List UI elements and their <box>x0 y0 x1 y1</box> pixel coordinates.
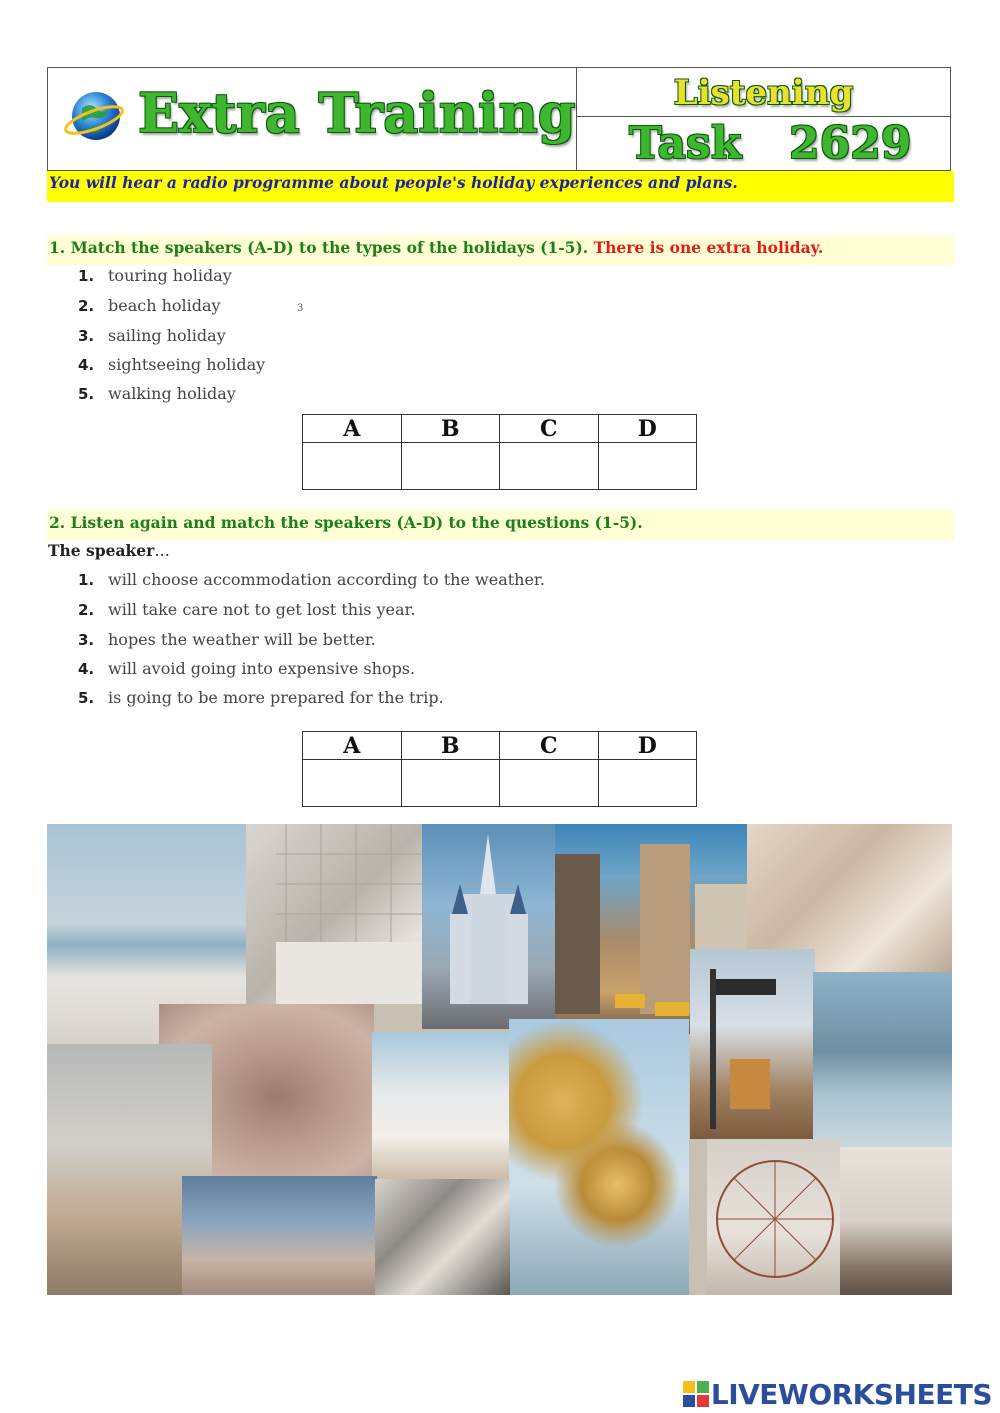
item-text: sailing holiday <box>108 326 226 345</box>
column-header: D <box>598 415 697 443</box>
answer-cell-c[interactable] <box>500 443 599 490</box>
list-item <box>78 600 416 628</box>
item-text: will avoid going into expensive shops. <box>108 659 416 678</box>
answer-cell-c[interactable] <box>500 760 599 807</box>
bathtub-photo <box>246 824 422 1004</box>
q1-instruction-band <box>47 235 954 265</box>
q2-instruction: 2. Listen again and match the speakers (A-D) to the questions (1-5). <box>49 513 643 532</box>
list-item <box>78 296 221 324</box>
list-item <box>78 266 232 294</box>
item-text: sightseeing holiday <box>108 355 266 374</box>
column-header: B <box>401 415 500 443</box>
intro-text: You will hear a radio programme about people's holiday experiences and plans. <box>49 173 738 192</box>
speaker-lead-bold: The speaker <box>48 541 155 560</box>
item-text: touring holiday <box>108 266 232 285</box>
answer-cell-a[interactable] <box>303 760 402 807</box>
speaker-lead-ellipsis: … <box>154 542 170 560</box>
item-number: 4. <box>78 660 95 678</box>
intro-band <box>47 171 954 202</box>
answer-cell-b[interactable] <box>401 760 500 807</box>
answer-cell-b[interactable] <box>401 443 500 490</box>
task-cell <box>577 117 950 170</box>
list-item <box>78 355 265 383</box>
brand-cell <box>48 68 577 170</box>
item-number: 4. <box>78 356 95 374</box>
list-item <box>78 384 236 412</box>
section-cell <box>577 68 950 117</box>
item-number: 1. <box>78 571 95 589</box>
list-item <box>78 630 376 658</box>
item-text: will take care not to get lost this year. <box>108 600 416 619</box>
column-header: C <box>500 415 599 443</box>
column-header: A <box>303 732 402 760</box>
item-text: is going to be more prepared for the trip. <box>108 688 444 707</box>
q1-instruction-text: 1. Match the speakers (A-D) to the types of the holidays (1-5). <box>49 238 594 257</box>
q2-instruction-band <box>47 510 954 540</box>
section-label: Listening <box>673 73 854 113</box>
answer-cell-d[interactable] <box>598 443 697 490</box>
item-text: walking holiday <box>108 384 236 403</box>
list-item <box>78 326 226 354</box>
list-item <box>78 688 444 716</box>
signpost-shape <box>690 949 815 1139</box>
castle-photo <box>422 824 555 1029</box>
park-photo <box>813 972 952 1147</box>
item-number: 1. <box>78 267 95 285</box>
travel-photo-collage <box>47 824 952 1295</box>
magazine-photo <box>375 1179 510 1295</box>
dried-flower-photo <box>182 1176 377 1295</box>
logo-text: LIVEWORKSHEETS <box>710 1378 992 1411</box>
flowers-sky-photo <box>509 1019 689 1295</box>
worksheet-header <box>47 67 951 171</box>
item-number: 3. <box>78 327 95 345</box>
q1-answer-table <box>302 414 697 490</box>
q1-instruction <box>49 238 823 257</box>
answer-cell-d[interactable] <box>598 760 697 807</box>
q1-extra-note: There is one extra holiday. <box>593 238 824 257</box>
castle-shape <box>422 824 555 1029</box>
column-header: A <box>303 415 402 443</box>
item-text: will choose accommodation according to the weather. <box>108 570 545 589</box>
item-number: 2. <box>78 601 95 619</box>
task-number: 2629 <box>789 118 912 169</box>
column-header: D <box>598 732 697 760</box>
column-header: C <box>500 732 599 760</box>
street-sign-photo <box>690 949 815 1139</box>
answer-cell-a[interactable] <box>303 443 402 490</box>
brand-title: Extra Training <box>138 81 576 145</box>
item-number: 2. <box>78 297 95 315</box>
white-town-photo <box>372 1032 512 1182</box>
stray-mark: 3 <box>297 303 304 314</box>
speaker-lead <box>48 541 170 560</box>
list-item <box>78 659 415 687</box>
column-header: B <box>401 732 500 760</box>
task-label: Task <box>629 118 742 169</box>
item-number: 5. <box>78 689 95 707</box>
list-item <box>78 570 545 598</box>
ferris-wheel-photo <box>707 1139 842 1295</box>
q2-answer-table <box>302 731 697 807</box>
tile-pattern <box>246 824 422 1004</box>
logo-mark-icon <box>683 1381 709 1407</box>
books-photo <box>840 1147 952 1295</box>
liveworksheets-logo <box>683 1378 992 1411</box>
item-number: 3. <box>78 631 95 649</box>
item-text: beach holiday <box>108 296 221 315</box>
wheel-shape <box>707 1139 842 1295</box>
item-text: hopes the weather will be better. <box>108 630 376 649</box>
globe-icon <box>62 84 126 148</box>
item-number: 5. <box>78 385 95 403</box>
